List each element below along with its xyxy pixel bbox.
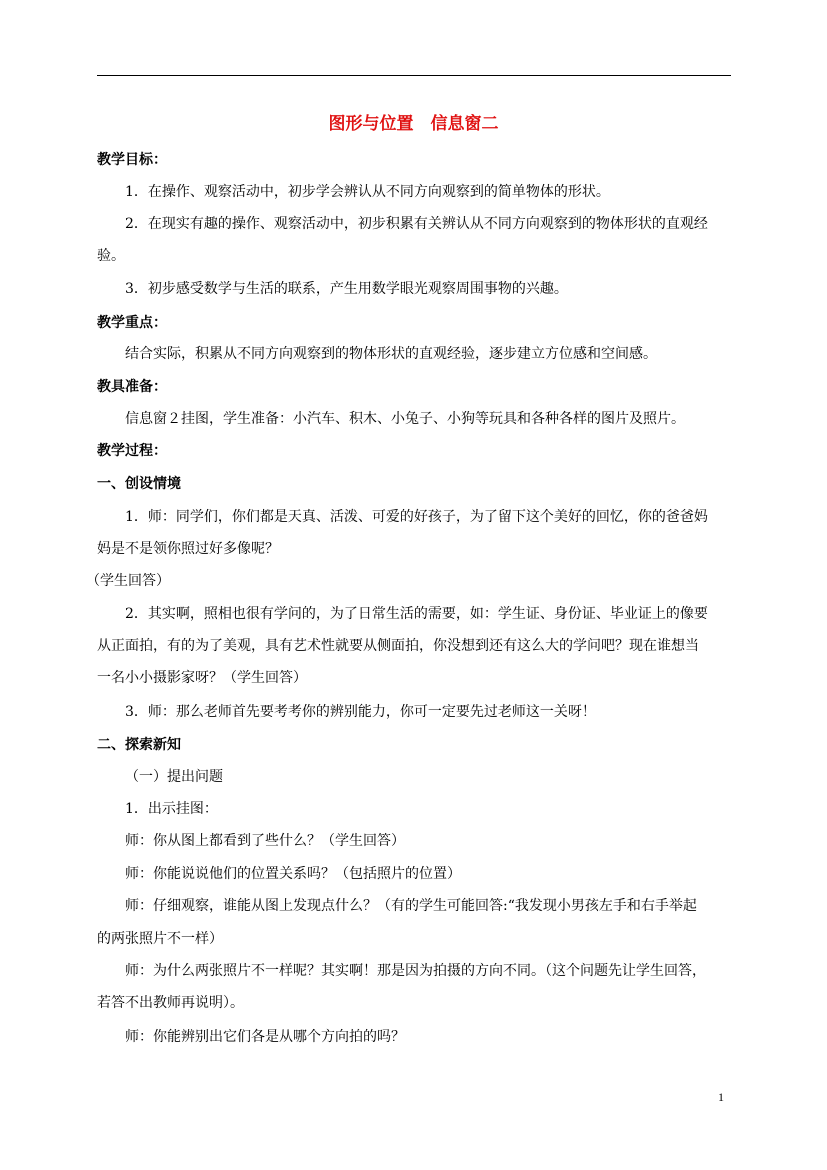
teacher-question-3-cont: 的两张照片不一样） bbox=[97, 931, 223, 947]
heading-key-points: 教学重点： bbox=[97, 315, 167, 331]
section-1-item-1-cont: 妈是不是领你照过好多像呢？ bbox=[97, 541, 279, 557]
teacher-question-4-cont: 若答不出教师再说明）。 bbox=[97, 995, 244, 1011]
section-1-item-1: 1．师：同学们，你们都是天真、活泼、可爱的好孩子，为了留下这个美好的回忆，你的爸爸妈 bbox=[125, 509, 708, 525]
teacher-question-1: 师：你从图上都看到了些什么？（学生回答） bbox=[125, 833, 405, 849]
teacher-question-5: 师：你能辨别出它们各是从哪个方向拍的吗？ bbox=[125, 1029, 405, 1045]
goal-item-3: 3．初步感受数学与生活的联系，产生用数学眼光观察周围事物的兴趣。 bbox=[125, 281, 568, 297]
section-1-item-2-cont-1: 从正面拍，有的为了美观，具有艺术性就要从侧面拍，你没想到还有这么大的学问吧？现在谁想当 bbox=[97, 638, 699, 654]
heading-materials: 教具准备： bbox=[97, 379, 167, 395]
page-number: 1 bbox=[718, 1090, 724, 1104]
student-answer-note: （学生回答） bbox=[86, 573, 170, 589]
goal-item-2-cont: 验。 bbox=[97, 248, 125, 264]
section-1-item-3: 3．师：那么老师首先要考考你的辨别能力，你可一定要先过老师这一关呀！ bbox=[125, 704, 596, 720]
section-2-heading: 二、探索新知 bbox=[97, 737, 181, 753]
section-1-item-2-cont-2: 一名小小摄影家呀？（学生回答） bbox=[97, 670, 307, 686]
key-points-text: 结合实际，积累从不同方向观察到的物体形状的直观经验，逐步建立方位感和空间感。 bbox=[125, 346, 657, 362]
goal-item-1: 1．在操作、观察活动中，初步学会辨认从不同方向观察到的简单物体的形状。 bbox=[125, 184, 610, 200]
section-2-item-1: 1．出示挂图： bbox=[125, 801, 218, 817]
section-1-heading: 一、创设情境 bbox=[97, 476, 181, 492]
teacher-question-3: 师：仔细观察，谁能从图上发现点什么？（有的学生可能回答:“我发现小男孩左手和右手举起 bbox=[125, 898, 697, 914]
materials-text: 信息窗２挂图，学生准备：小汽车、积木、小兔子、小狗等玩具和各种各样的图片及照片。 bbox=[125, 411, 685, 427]
subsection-1-heading: （一）提出问题 bbox=[125, 769, 223, 785]
document-title: 图形与位置 信息窗二 bbox=[328, 114, 499, 134]
heading-process: 教学过程： bbox=[97, 443, 167, 459]
goal-item-2: 2．在现实有趣的操作、观察活动中，初步积累有关辨认从不同方向观察到的物体形状的直观经 bbox=[125, 216, 708, 232]
teacher-question-4: 师：为什么两张照片不一样呢？其实啊！那是因为拍摄的方向不同。（这个问题先让学生回答， bbox=[125, 963, 706, 979]
heading-teaching-goals: 教学目标： bbox=[97, 152, 167, 168]
teacher-question-2: 师：你能说说他们的位置关系吗？（包括照片的位置） bbox=[125, 866, 461, 882]
header-rule bbox=[97, 75, 731, 76]
section-1-item-2: 2．其实啊，照相也很有学问的，为了日常生活的需要，如：学生证、身份证、毕业证上的像要 bbox=[125, 606, 708, 622]
